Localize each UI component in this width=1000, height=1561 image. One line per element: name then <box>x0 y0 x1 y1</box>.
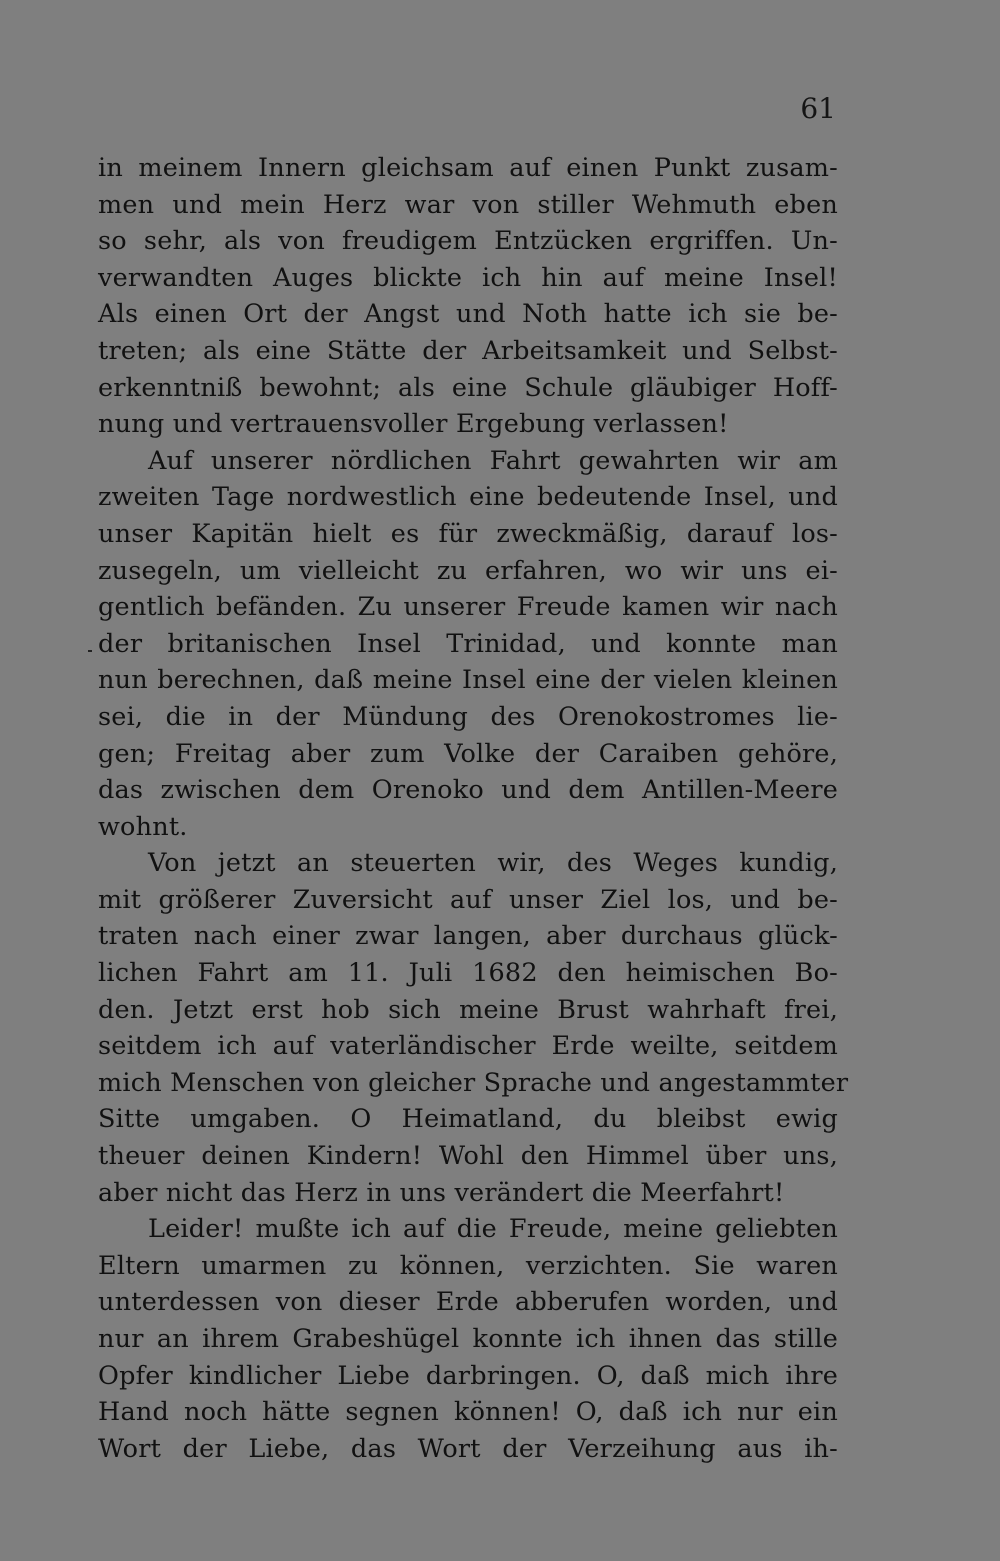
margin-mark <box>88 650 92 652</box>
text-line: Sitte umgaben. O Heimatland, du bleibst ewig <box>98 1104 838 1135</box>
text-line: Hand noch hätte segnen können! O, daß ich nur ein <box>98 1397 838 1428</box>
text-line: erkenntniß bewohnt; als eine Schule gläubiger Hoff- <box>98 372 838 403</box>
text-line: verwandten Auges blickte ich hin auf meine Insel! <box>98 262 838 293</box>
text-line: zusegeln, um vielleicht zu erfahren, wo wir uns ei- <box>98 555 838 586</box>
text-line: treten; als eine Stätte der Arbeitsamkeit und Selbst- <box>98 335 838 366</box>
text-line: wohnt. <box>98 811 188 842</box>
text-line: lichen Fahrt am 11. Juli 1682 den heimischen Bo- <box>98 958 838 989</box>
paragraph-2 <box>98 443 838 846</box>
paragraph-1 <box>98 150 838 443</box>
text-line: nun berechnen, daß meine Insel eine der vielen kleinen <box>98 665 838 696</box>
text-line: unterdessen von dieser Erde abberufen worden, und <box>98 1287 838 1318</box>
text-line: Als einen Ort der Angst und Noth hatte ich sie be- <box>98 299 838 330</box>
text-line: Von jetzt an steuerten wir, des Weges kundig, <box>148 848 838 879</box>
text-line: gentlich befänden. Zu unserer Freude kamen wir nach <box>98 592 838 623</box>
text-line: Leider! mußte ich auf die Freude, meine geliebten <box>148 1214 838 1245</box>
text-line: aber nicht das Herz in uns verändert die Meerfahrt! <box>98 1177 785 1208</box>
text-line: Eltern umarmen zu können, verzichten. Sie waren <box>98 1250 838 1281</box>
text-line: den. Jetzt erst hob sich meine Brust wahrhaft frei, <box>98 994 838 1025</box>
text-line: sei, die in der Mündung des Orenokostromes lie- <box>98 701 838 732</box>
text-line: unser Kapitän hielt es für zweckmäßig, darauf los- <box>98 518 838 549</box>
text-line: mich Menschen von gleicher Sprache und angestammter <box>98 1067 849 1098</box>
paragraph-4 <box>98 1211 838 1467</box>
text-line: traten nach einer zwar langen, aber durchaus glück- <box>98 921 838 952</box>
text-line: seitdem ich auf vaterländischer Erde weilte, seitdem <box>98 1031 838 1062</box>
paragraph-3 <box>98 845 849 1211</box>
text-line: in meinem Innern gleichsam auf einen Punkt zusam- <box>98 153 838 183</box>
text-line: das zwischen dem Orenoko und dem Antillen-Meere <box>98 775 838 806</box>
text-line: Wort der Liebe, das Wort der Verzeihung aus ih- <box>98 1433 838 1464</box>
text-line: nung und vertrauensvoller Ergebung verlassen! <box>98 409 729 440</box>
text-line: men und mein Herz war von stiller Wehmuth eben <box>98 189 838 220</box>
text-line: mit größerer Zuversicht auf unser Ziel los, und be- <box>98 884 838 915</box>
body-text <box>98 150 849 1467</box>
text-line: zweiten Tage nordwestlich eine bedeutende Insel, und <box>98 482 838 513</box>
text-line: so sehr, als von freudigem Entzücken ergriffen. Un- <box>98 226 838 257</box>
text-line: theuer deinen Kindern! Wohl den Himmel über uns, <box>98 1141 838 1172</box>
text-line: gen; Freitag aber zum Volke der Caraiben gehöre, <box>98 738 838 769</box>
text-line: der britanischen Insel Trinidad, und konnte man <box>98 628 838 659</box>
page-number: 61 <box>800 92 836 125</box>
text-line: Opfer kindlicher Liebe darbringen. O, daß mich ihre <box>98 1360 838 1391</box>
text-line: Auf unserer nördlichen Fahrt gewahrten wir am <box>148 445 838 476</box>
text-line: nur an ihrem Grabeshügel konnte ich ihnen das stille <box>98 1324 838 1354</box>
